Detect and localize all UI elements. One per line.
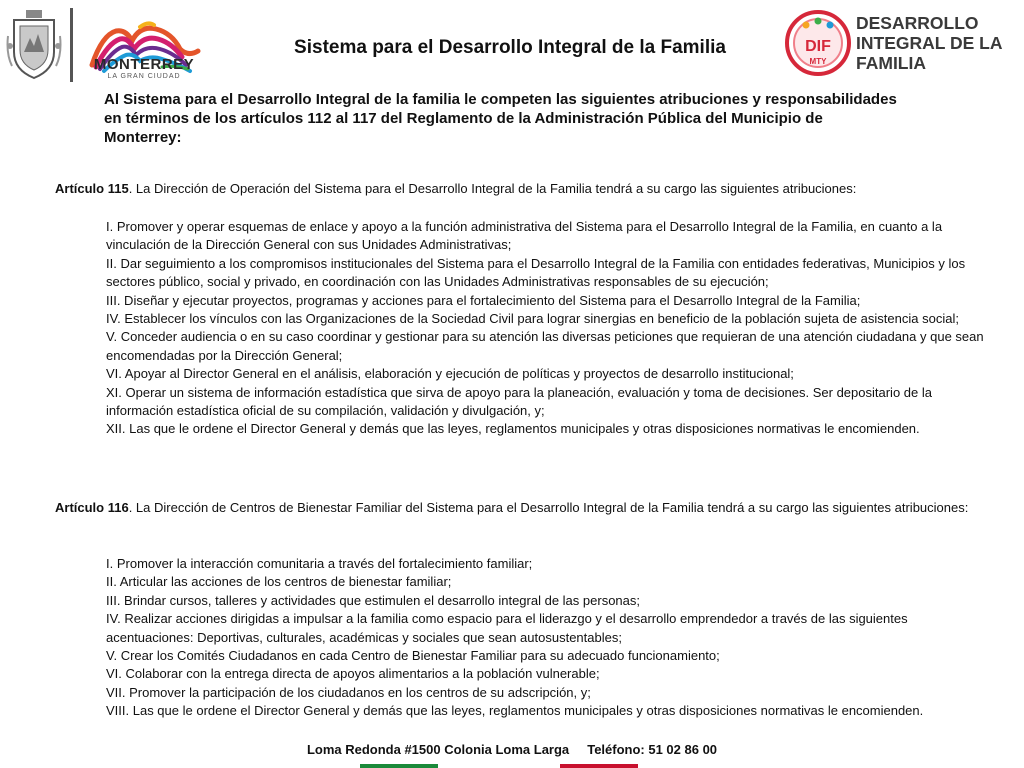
list-item: VIII. Las que le ordene el Director General y demás que las leyes, reglamentos municipales y otras disposiciones normativas le encomienden. bbox=[106, 703, 924, 719]
footer-stripe-green bbox=[360, 764, 438, 768]
article-heading bbox=[55, 180, 985, 198]
list-item: III. Diseñar y ejecutar proyectos, programas y acciones para el fortalecimiento del Sistema para el Desarrollo Integral de la Familia; bbox=[106, 292, 861, 308]
list-item: IV. Establecer los vínculos con las Organizaciones de la Sociedad Civil para lograr sinergias en beneficio de la población sujeta de asistencia social; bbox=[106, 311, 959, 327]
list-item: XII. Las que le ordene el Director General y demás que las leyes, reglamentos municipales y otras disposiciones normativas le encomienden. bbox=[106, 421, 920, 437]
article-items-list bbox=[106, 555, 986, 721]
dif-text-line: FAMILIA bbox=[856, 53, 926, 73]
footer-text: Loma Redonda #1500 Colonia Loma Larga Teléfono: 51 02 86 00 bbox=[306, 742, 718, 757]
article-items-list bbox=[106, 218, 986, 439]
list-item: VI. Colaborar con la entrega directa de apoyos alimentarios a la población vulnerable; bbox=[106, 666, 600, 682]
article-text: . La Dirección de Operación del Sistema para el Desarrollo Integral de la Familia tendrá a su cargo las siguientes atribuciones: bbox=[128, 181, 857, 196]
coat-of-arms-icon bbox=[6, 6, 62, 82]
article-text: . La Dirección de Centros de Bienestar Familiar del Sistema para el Desarrollo Integral de la Familia tendrá a su cargo las siguientes atribuciones: bbox=[128, 500, 969, 515]
page-title: Sistema para el Desarrollo Integral de la Familia bbox=[294, 37, 726, 58]
list-item: III. Brindar cursos, talleres y actividades que estimulen el desarrollo integral de las personas; bbox=[106, 592, 640, 608]
dif-sub: MTY bbox=[809, 57, 827, 66]
footer-contact bbox=[0, 742, 1024, 757]
dif-text-line: DESARROLLO bbox=[856, 13, 979, 33]
dif-logo-icon bbox=[784, 9, 852, 77]
list-item: V. Conceder audiencia o en su caso coordinar y gestionar para su atención las diversas peticiones que requieran de una atención ciudadana y que sean encomendadas por la Dirección General; bbox=[106, 329, 984, 363]
list-item: IV. Realizar acciones dirigidas a impulsar a la familia como espacio para el liderazgo y el desarrollo emprendedor a través de las siguientes acentuaciones: Deportivas, culturales, académicas y sociales que sean autosustentables; bbox=[106, 611, 908, 645]
header-divider bbox=[70, 8, 73, 82]
list-item: II. Articular las acciones de los centros de bienestar familiar; bbox=[106, 574, 452, 590]
list-item: V. Crear los Comités Ciudadanos en cada Centro de Bienestar Familiar para su adecuado funcionamiento; bbox=[106, 648, 720, 664]
monterrey-logo-name: MONTERREY bbox=[93, 56, 195, 73]
list-item: VI. Apoyar al Director General en el análisis, elaboración y ejecución de políticas y proyectos de desarrollo institucional; bbox=[106, 366, 794, 382]
dif-text-line: INTEGRAL DE LA bbox=[856, 33, 1003, 53]
monterrey-logo-tagline: LA GRAN CIUDAD bbox=[107, 73, 181, 80]
article-label: Artículo 116 bbox=[55, 500, 129, 515]
intro-paragraph: Al Sistema para el Desarrollo Integral de la familia le competen las siguientes atribuciones y responsabilidades en términos de los artículos 112 al 117 del Reglamento de la Administración Pública del Municipio de Monterrey: bbox=[104, 91, 897, 146]
list-item: I. Promover la interacción comunitaria a través del fortalecimiento familiar; bbox=[106, 556, 533, 571]
article-heading bbox=[55, 499, 985, 517]
list-item: VII. Promover la participación de los ciudadanos en los centros de su adscripción, y; bbox=[106, 684, 591, 700]
article-label: Artículo 115 bbox=[55, 181, 129, 196]
footer-stripe-red bbox=[560, 764, 638, 768]
list-item: II. Dar seguimiento a los compromisos institucionales del Sistema para el Desarrollo Integral de la Familia con entidades federativas, Municipios y los sectores público, social y privado, en coordinación con las Unidades Administrativas responsables de su ejecución; bbox=[106, 255, 966, 290]
dif-logo-text bbox=[856, 13, 1024, 73]
list-item: I. Promover y operar esquemas de enlace y apoyo a la función administrativa del Sistema para el Desarrollo Integral de la Familia, en cuanto a la vinculación de la Dirección General con sus Unidades Administrativas; bbox=[106, 219, 943, 253]
list-item: XI. Operar un sistema de información estadística que sirva de apoyo para la planeación, evaluación y toma de decisiones. Ser depositario de la información estadística oficial de su compilación, validación y divulgación, y; bbox=[106, 384, 932, 419]
dif-acronym: DIF bbox=[805, 38, 831, 55]
